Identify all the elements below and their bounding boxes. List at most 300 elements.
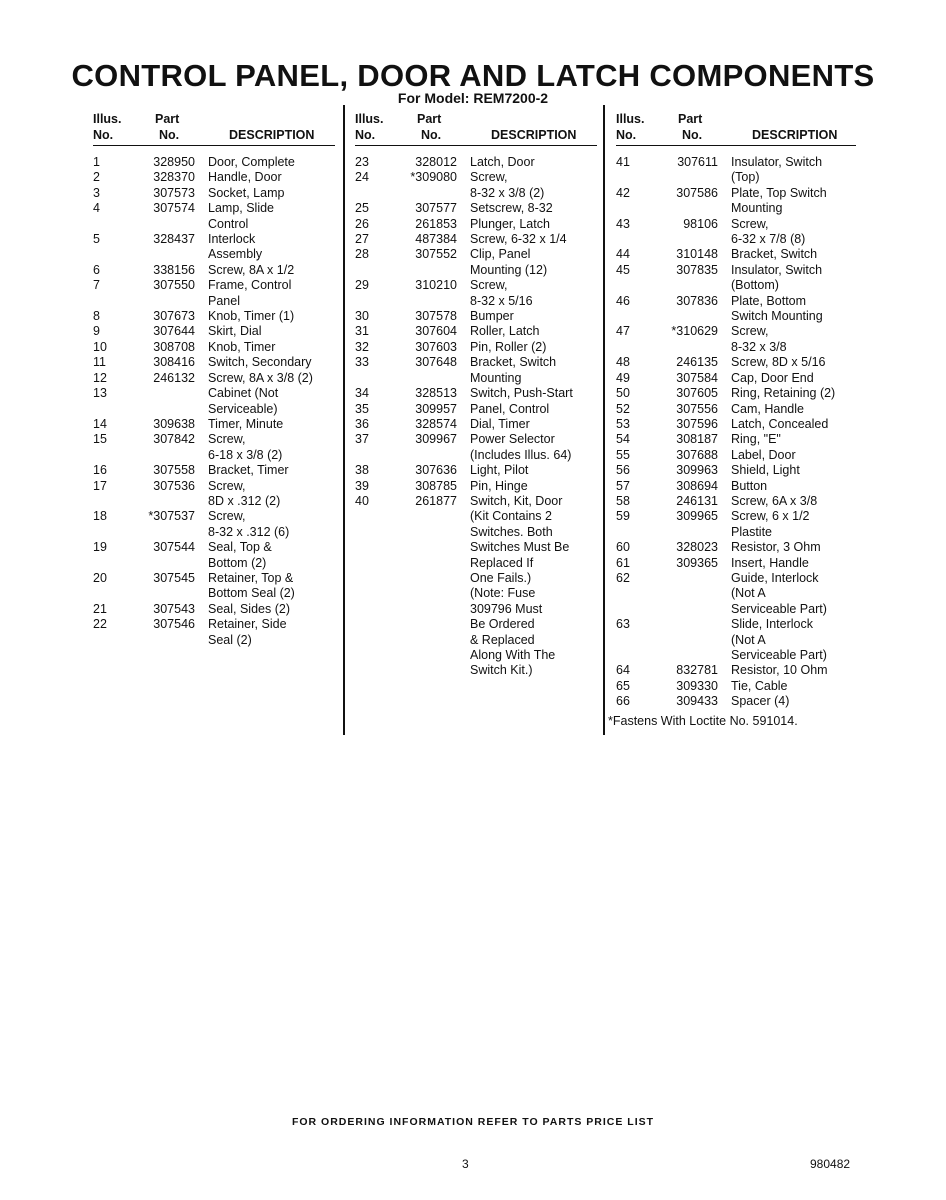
description-line: Screw, <box>470 170 508 185</box>
part-number: 307636 <box>415 463 457 478</box>
illus-number: 11 <box>93 355 106 370</box>
description-line: Insulator, Switch <box>731 262 823 277</box>
page-title: CONTROL PANEL, DOOR AND LATCH COMPONENTS <box>71 58 875 93</box>
description-line: Screw, 8A x 3/8 (2) <box>208 370 313 385</box>
part-description <box>731 263 856 294</box>
table-row <box>616 417 856 432</box>
part-number: 338156 <box>153 262 195 277</box>
illus-number: 30 <box>355 309 369 324</box>
illus-number: 36 <box>355 416 369 431</box>
part-description <box>470 217 597 232</box>
description-line: Panel <box>208 293 240 308</box>
illus-number: 45 <box>616 262 630 277</box>
illus-number: 34 <box>355 386 369 401</box>
part-description <box>470 247 597 278</box>
table-row <box>616 324 856 355</box>
part-description <box>208 386 335 417</box>
table-row <box>93 371 335 386</box>
part-description <box>208 278 335 309</box>
table-row <box>355 247 597 278</box>
table-row <box>355 155 597 170</box>
description-line: Shield, Light <box>731 463 800 478</box>
table-row <box>616 386 856 401</box>
description-line: Switch, Push-Start <box>470 386 573 401</box>
description-line: Handle, Door <box>208 170 282 185</box>
description-line: Serviceable Part) <box>731 601 827 616</box>
part-number: 328023 <box>676 540 718 555</box>
part-number: 832781 <box>676 663 718 678</box>
part-number: 308708 <box>153 339 195 354</box>
table-row <box>93 186 335 201</box>
part-number <box>658 571 731 617</box>
part-number: 307545 <box>153 570 195 585</box>
part-number: 309330 <box>676 678 718 693</box>
part-number: 328012 <box>415 155 457 169</box>
description-line: Screw, 8A x 1/2 <box>208 262 295 277</box>
part-description <box>208 201 335 232</box>
header-illus-1: Illus. <box>616 112 645 126</box>
illus-number: 33 <box>355 355 369 370</box>
table-row <box>355 432 597 463</box>
part-description <box>208 509 335 540</box>
illus-number: 6 <box>93 262 100 277</box>
part-description <box>470 201 597 216</box>
part-description <box>731 663 856 678</box>
description-line: Retainer, Top & <box>208 570 294 585</box>
table-row <box>355 463 597 478</box>
table-row <box>616 617 856 663</box>
table-row <box>616 263 856 294</box>
part-number: 261853 <box>415 216 457 231</box>
table-row <box>93 463 335 478</box>
description-line: (Not A <box>731 586 766 601</box>
illus-number: 44 <box>616 247 630 262</box>
part-description <box>731 294 856 325</box>
part-number: 487384 <box>415 232 457 247</box>
description-line: Resistor, 3 Ohm <box>731 540 821 555</box>
illus-number: 17 <box>93 478 107 493</box>
part-description <box>731 402 856 417</box>
illus-number: 16 <box>93 463 107 478</box>
illus-number: 12 <box>93 370 107 385</box>
description-line: Switch, Secondary <box>208 355 312 370</box>
illus-number: 59 <box>616 509 630 524</box>
description-line: Screw, 6 x 1/2 <box>731 509 810 524</box>
header-part-1: Part <box>678 112 703 126</box>
description-line: Switch, Kit, Door <box>470 493 563 508</box>
description-line: Power Selector <box>470 432 555 447</box>
part-description <box>208 186 335 201</box>
part-description <box>731 494 856 509</box>
part-description <box>731 371 856 386</box>
description-line: Knob, Timer (1) <box>208 309 295 324</box>
table-row <box>93 263 335 278</box>
part-number: 246131 <box>676 493 718 508</box>
part-number: 309433 <box>676 694 718 709</box>
description-line: Screw, <box>731 324 769 339</box>
header-part-2: No. <box>159 128 180 142</box>
illus-number: 4 <box>93 201 100 216</box>
table-row <box>616 448 856 463</box>
description-line: Seal, Sides (2) <box>208 601 290 616</box>
description-line: Insulator, Switch <box>731 155 823 169</box>
description-line: Bottom Seal (2) <box>208 586 295 601</box>
description-line: Assembly <box>208 247 263 262</box>
part-number: 308187 <box>676 432 718 447</box>
description-line: Slide, Interlock <box>731 617 813 632</box>
illus-number: 38 <box>355 463 369 478</box>
description-line: Mounting (12) <box>470 262 548 277</box>
part-description <box>731 217 856 248</box>
part-number: 310210 <box>415 278 457 293</box>
description-line: Guide, Interlock <box>731 570 819 585</box>
table-row <box>616 679 856 694</box>
illus-number: 54 <box>616 432 630 447</box>
part-number: *307537 <box>148 509 195 524</box>
part-description <box>731 556 856 571</box>
loctite-note: *Fastens With Loctite No. 591014. <box>608 713 798 728</box>
description-line: Dial, Timer <box>470 416 530 431</box>
column-header <box>616 112 856 146</box>
illus-number: 14 <box>93 416 107 431</box>
illus-number: 9 <box>93 324 100 339</box>
illus-number: 46 <box>616 293 630 308</box>
parts-column-2 <box>355 112 597 679</box>
part-number <box>135 386 208 417</box>
table-row <box>616 155 856 186</box>
part-description <box>731 509 856 540</box>
part-number: 328950 <box>153 155 195 169</box>
illus-number: 3 <box>93 185 100 200</box>
part-number: 307688 <box>676 447 718 462</box>
header-part-1: Part <box>417 112 442 126</box>
illus-number: 55 <box>616 447 630 462</box>
description-line: Frame, Control <box>208 278 292 293</box>
part-description <box>470 417 597 432</box>
header-desc: DESCRIPTION <box>752 128 838 142</box>
table-row <box>355 232 597 247</box>
description-line: Serviceable) <box>208 401 278 416</box>
part-number: 328513 <box>415 386 457 401</box>
part-description <box>731 355 856 370</box>
parts-rows <box>616 155 856 710</box>
part-description <box>470 402 597 417</box>
part-description <box>470 155 597 170</box>
description-line: Screw, 6-32 x 1/4 <box>470 232 567 247</box>
table-row <box>93 324 335 339</box>
part-number: 309963 <box>676 463 718 478</box>
illus-number: 61 <box>616 555 630 570</box>
table-row <box>355 417 597 432</box>
illus-number: 50 <box>616 386 630 401</box>
part-description <box>731 694 856 709</box>
part-number: 261877 <box>415 493 457 508</box>
table-row <box>616 479 856 494</box>
illus-number: 23 <box>355 155 369 169</box>
part-number: 309365 <box>676 555 718 570</box>
description-line: Pin, Hinge <box>470 478 528 493</box>
part-number: 307584 <box>676 370 718 385</box>
table-row <box>355 479 597 494</box>
part-number: *309080 <box>410 170 457 185</box>
description-line: Lamp, Slide <box>208 201 275 216</box>
description-line: Retainer, Side <box>208 617 287 632</box>
part-description <box>470 324 597 339</box>
illus-number: 49 <box>616 370 630 385</box>
part-description <box>470 479 597 494</box>
description-line: Bumper <box>470 309 514 324</box>
part-description <box>470 170 597 201</box>
description-line: Latch, Concealed <box>731 416 829 431</box>
description-line: (Bottom) <box>731 278 779 293</box>
illus-number: 41 <box>616 155 630 169</box>
table-row <box>93 355 335 370</box>
table-row <box>93 432 335 463</box>
illus-number: 60 <box>616 540 630 555</box>
description-line: (Not A <box>731 632 766 647</box>
description-line: Screw, <box>208 478 246 493</box>
part-number: 307596 <box>676 416 718 431</box>
description-line: Seal (2) <box>208 632 252 647</box>
illus-number: 52 <box>616 401 630 416</box>
table-row <box>355 355 597 386</box>
table-row <box>616 217 856 248</box>
table-row <box>355 324 597 339</box>
part-number: 308416 <box>153 355 195 370</box>
description-line: Be Ordered <box>470 617 535 632</box>
description-line: Timer, Minute <box>208 416 284 431</box>
illus-number: 62 <box>616 570 630 585</box>
description-line: Clip, Panel <box>470 247 531 262</box>
illus-number: 65 <box>616 678 630 693</box>
model-subtitle: For Model: REM7200-2 <box>397 90 549 106</box>
description-line: Cabinet (Not <box>208 386 279 401</box>
table-row <box>355 170 597 201</box>
part-description <box>470 278 597 309</box>
description-line: Switch Kit.) <box>470 663 533 678</box>
description-line: Serviceable Part) <box>731 648 827 662</box>
part-number: 307644 <box>153 324 195 339</box>
part-number: 307550 <box>153 278 195 293</box>
description-line: Plate, Top Switch <box>731 185 827 200</box>
description-line: 6-32 x 7/8 (8) <box>731 232 806 247</box>
part-number: 246132 <box>153 370 195 385</box>
part-description <box>731 432 856 447</box>
part-number: 307544 <box>153 540 195 555</box>
description-line: 8-32 x 3/8 <box>731 339 787 354</box>
part-number: *310629 <box>671 324 718 339</box>
description-line: Along With The <box>470 648 556 662</box>
table-row <box>616 247 856 262</box>
part-description <box>731 479 856 494</box>
description-line: 8D x .312 (2) <box>208 493 281 508</box>
part-number: 307673 <box>153 309 195 324</box>
part-number: 307604 <box>415 324 457 339</box>
description-line: Door, Complete <box>208 155 295 169</box>
description-line: Spacer (4) <box>731 694 790 709</box>
description-line: Bottom (2) <box>208 555 267 570</box>
part-description <box>208 371 335 386</box>
part-number: 309967 <box>415 432 457 447</box>
description-line: Insert, Handle <box>731 555 809 570</box>
description-line: Switches. Both <box>470 524 553 539</box>
part-number: 307558 <box>153 463 195 478</box>
table-row <box>616 186 856 217</box>
description-line: Bracket, Switch <box>470 355 557 370</box>
illus-number: 15 <box>93 432 107 447</box>
part-number: 307578 <box>415 309 457 324</box>
table-row <box>616 371 856 386</box>
table-row <box>93 602 335 617</box>
part-description <box>731 417 856 432</box>
table-row <box>93 386 335 417</box>
part-number: 307552 <box>415 247 457 262</box>
table-row <box>355 386 597 401</box>
parts-rows <box>93 155 335 648</box>
part-description <box>731 617 856 663</box>
part-number: 307574 <box>153 201 195 216</box>
description-line: Bracket, Switch <box>731 247 818 262</box>
part-description <box>470 340 597 355</box>
illus-number: 13 <box>93 386 107 401</box>
table-row <box>616 294 856 325</box>
illus-number: 28 <box>355 247 369 262</box>
description-line: Screw, <box>731 216 769 231</box>
table-row <box>616 571 856 617</box>
description-line: Skirt, Dial <box>208 324 262 339</box>
illus-number: 1 <box>93 155 100 169</box>
part-description <box>208 540 335 571</box>
illus-number: 37 <box>355 432 369 447</box>
parts-column-1 <box>93 112 335 648</box>
description-line: Mounting <box>470 370 522 385</box>
illus-number: 26 <box>355 216 369 231</box>
part-description <box>731 386 856 401</box>
table-row <box>616 509 856 540</box>
description-line: 8-32 x 5/16 <box>470 293 533 308</box>
part-number: 307546 <box>153 617 195 632</box>
table-row <box>355 340 597 355</box>
illus-number: 5 <box>93 232 100 247</box>
description-line: 6-18 x 3/8 (2) <box>208 447 283 462</box>
description-line: Cap, Door End <box>731 370 814 385</box>
illus-number: 32 <box>355 339 369 354</box>
description-line: Latch, Door <box>470 155 535 169</box>
table-row <box>93 571 335 602</box>
illus-number: 18 <box>93 509 107 524</box>
table-row <box>355 217 597 232</box>
header-illus-2: No. <box>93 128 114 142</box>
description-line: Plunger, Latch <box>470 216 550 231</box>
part-description <box>470 432 597 463</box>
part-description <box>208 355 335 370</box>
description-line: Replaced If <box>470 555 534 570</box>
part-number: 307556 <box>676 401 718 416</box>
ordering-info-footer: FOR ORDERING INFORMATION REFER TO PARTS PRICE LIST <box>291 1116 655 1128</box>
table-row <box>93 201 335 232</box>
table-row <box>93 540 335 571</box>
illus-number: 22 <box>93 617 107 632</box>
table-row <box>616 556 856 571</box>
part-number <box>658 617 731 663</box>
description-line: Setscrew, 8-32 <box>470 201 553 216</box>
description-line: Bracket, Timer <box>208 463 289 478</box>
part-number: 307836 <box>676 293 718 308</box>
table-row <box>93 340 335 355</box>
description-line: Label, Door <box>731 447 796 462</box>
part-number: 308785 <box>415 478 457 493</box>
parts-column-3 <box>608 112 856 729</box>
table-row <box>93 509 335 540</box>
illus-number: 35 <box>355 401 369 416</box>
illus-number: 7 <box>93 278 100 293</box>
illus-number: 40 <box>355 493 369 508</box>
description-line: Screw, <box>208 432 246 447</box>
header-part-2: No. <box>682 128 703 142</box>
part-description <box>208 170 335 185</box>
part-number: 307573 <box>153 185 195 200</box>
column-header <box>93 112 335 146</box>
part-number: 307586 <box>676 185 718 200</box>
part-description <box>731 186 856 217</box>
table-row <box>355 201 597 216</box>
description-line: (Kit Contains 2 <box>470 509 552 524</box>
part-number: 328370 <box>153 170 195 185</box>
illus-number: 2 <box>93 170 100 185</box>
description-line: Light, Pilot <box>470 463 529 478</box>
header-illus-2: No. <box>616 128 637 142</box>
part-description <box>731 571 856 617</box>
illus-number: 31 <box>355 324 369 339</box>
illus-number: 57 <box>616 478 630 493</box>
column-divider <box>603 105 605 735</box>
header-illus-2: No. <box>355 128 376 142</box>
illus-number: 20 <box>93 570 107 585</box>
description-line: Mounting <box>731 201 783 216</box>
part-description <box>208 324 335 339</box>
page-number: 3 <box>462 1157 469 1171</box>
illus-number: 43 <box>616 216 630 231</box>
part-description <box>470 494 597 679</box>
part-number: 307605 <box>676 386 718 401</box>
illus-number: 21 <box>93 601 107 616</box>
part-number: 309965 <box>676 509 718 524</box>
table-row <box>616 694 856 709</box>
table-row <box>616 432 856 447</box>
header-illus-1: Illus. <box>355 112 384 126</box>
illus-number: 53 <box>616 416 630 431</box>
table-row <box>616 494 856 509</box>
part-number: 308694 <box>676 478 718 493</box>
part-number: 307648 <box>415 355 457 370</box>
part-description <box>470 386 597 401</box>
part-number: 328574 <box>415 416 457 431</box>
illus-number: 64 <box>616 663 630 678</box>
table-row <box>355 494 597 679</box>
description-line: Pin, Roller (2) <box>470 339 547 354</box>
part-description <box>470 463 597 478</box>
column-header <box>355 112 597 146</box>
header-part-1: Part <box>155 112 180 126</box>
part-description <box>731 540 856 555</box>
table-row <box>616 540 856 555</box>
table-row <box>616 355 856 370</box>
description-line: (Includes Illus. 64) <box>470 447 572 462</box>
description-line: Interlock <box>208 232 256 247</box>
illus-number: 42 <box>616 185 630 200</box>
table-row <box>355 402 597 417</box>
part-number: 307536 <box>153 478 195 493</box>
